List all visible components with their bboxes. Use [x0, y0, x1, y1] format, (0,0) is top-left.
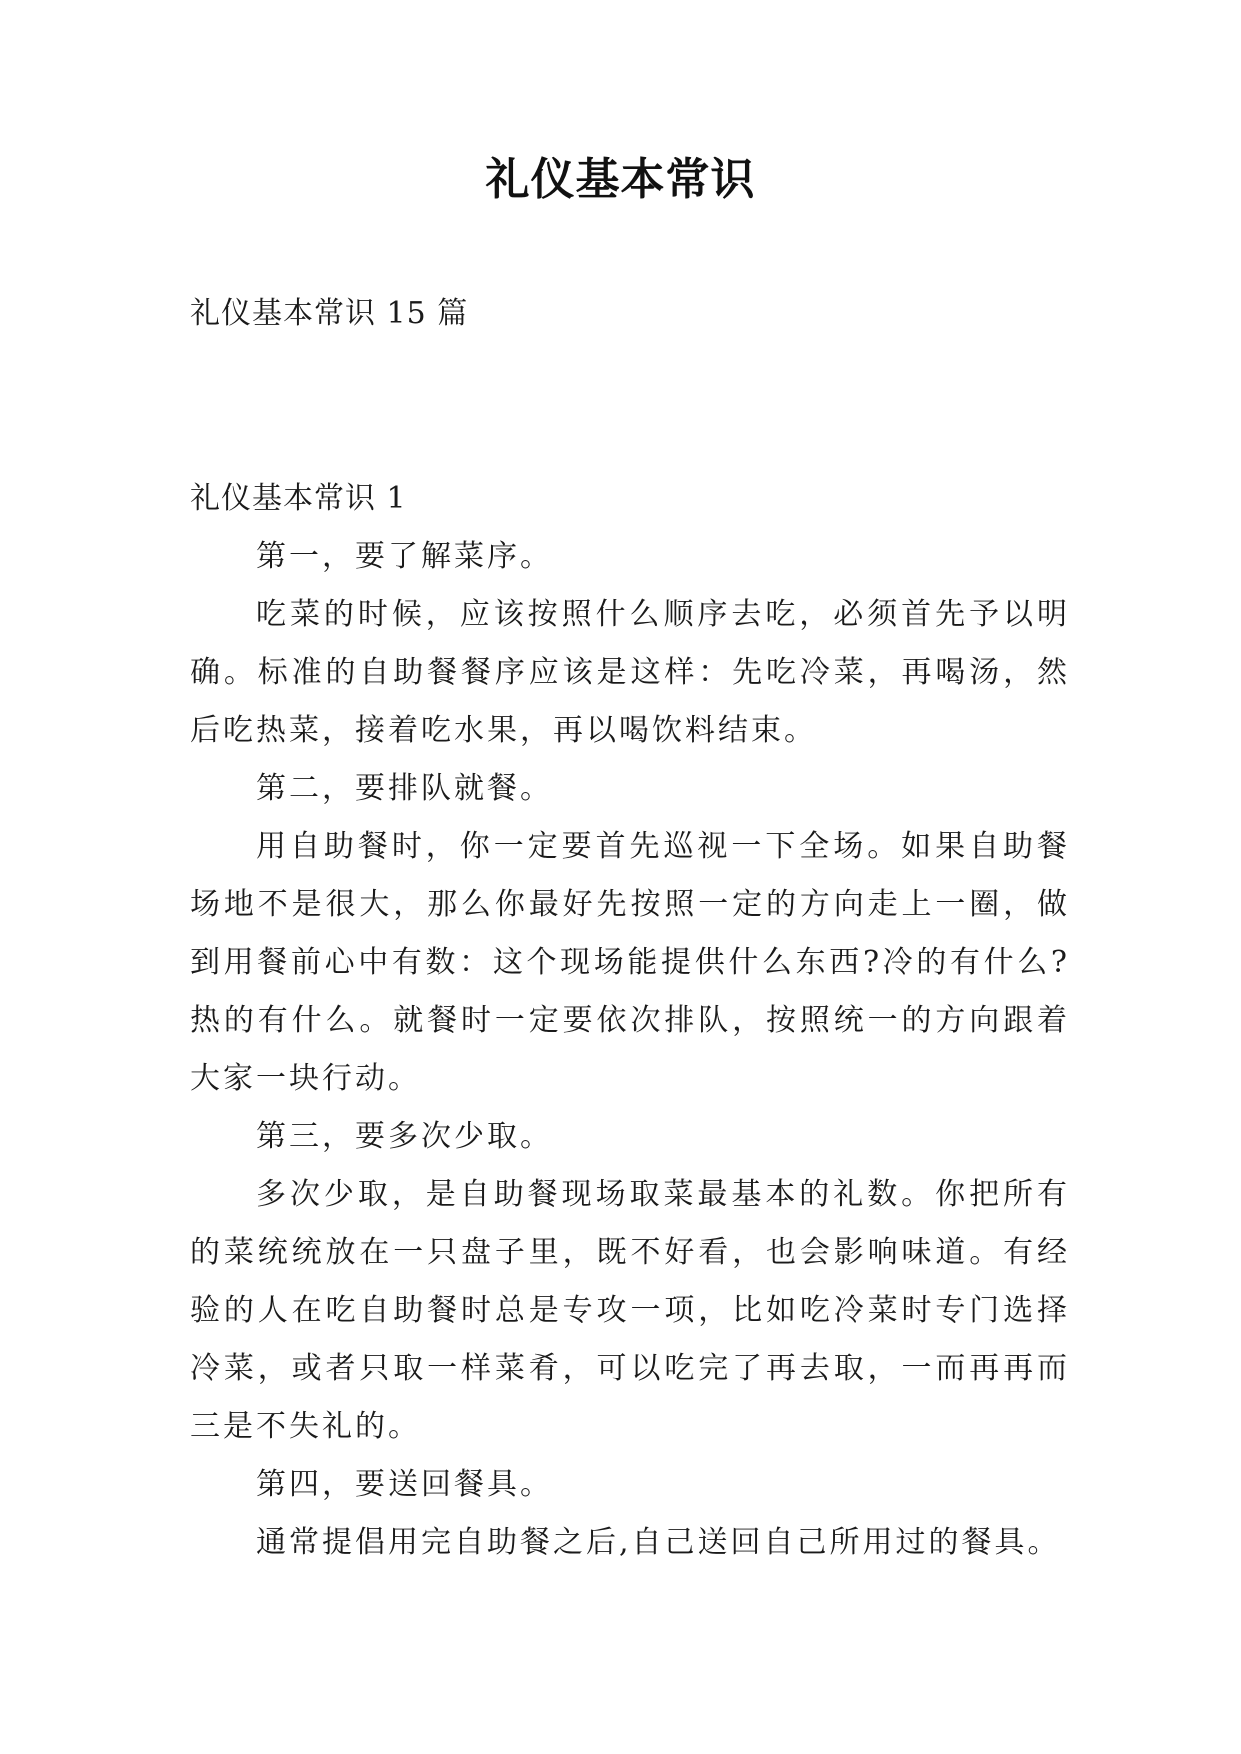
paragraph-3-body: 多次少取，是自助餐现场取菜最基本的礼数。你把所有的菜统统放在一只盘子里，既不好看，也会影响味道。有经验的人在吃自助餐时总是专攻一项，比如吃冷菜时专门选择冷菜，或者只取一样菜肴，可以吃完了再去取，一而再再而三是不失礼的。 [190, 1177, 1070, 1444]
paragraph-4-body: 通常提倡用完自助餐之后,自己送回自己所用过的餐具。 [256, 1525, 1061, 1560]
paragraph-2-heading: 第二，要排队就餐。 [256, 771, 553, 806]
paragraph-2-body: 用自助餐时，你一定要首先巡视一下全场。如果自助餐场地不是很大，那么你最好先按照一定的方向走上一圈，做到用餐前心中有数：这个现场能提供什么东西?冷的有什么?热的有什么。就餐时一定要依次排队，按照统一的方向跟着大家一块行动。 [190, 829, 1070, 1096]
paragraph-1-body: 吃菜的时候，应该按照什么顺序去吃，必须首先予以明确。标准的自助餐餐序应该是这样：先吃冷菜，再喝汤，然后吃热菜，接着吃水果，再以喝饮料结束。 [190, 597, 1070, 748]
document-subtitle: 礼仪基本常识 15 篇 [190, 296, 469, 331]
paragraph-4-heading: 第四，要送回餐具。 [256, 1467, 553, 1502]
paragraph-1-heading: 第一，要了解菜序。 [256, 539, 553, 574]
section-heading: 礼仪基本常识 1 [190, 481, 407, 516]
document-body [190, 470, 1070, 1572]
paragraph-3-heading: 第三，要多次少取。 [256, 1119, 553, 1154]
document-title: 礼仪基本常识 [485, 154, 756, 205]
